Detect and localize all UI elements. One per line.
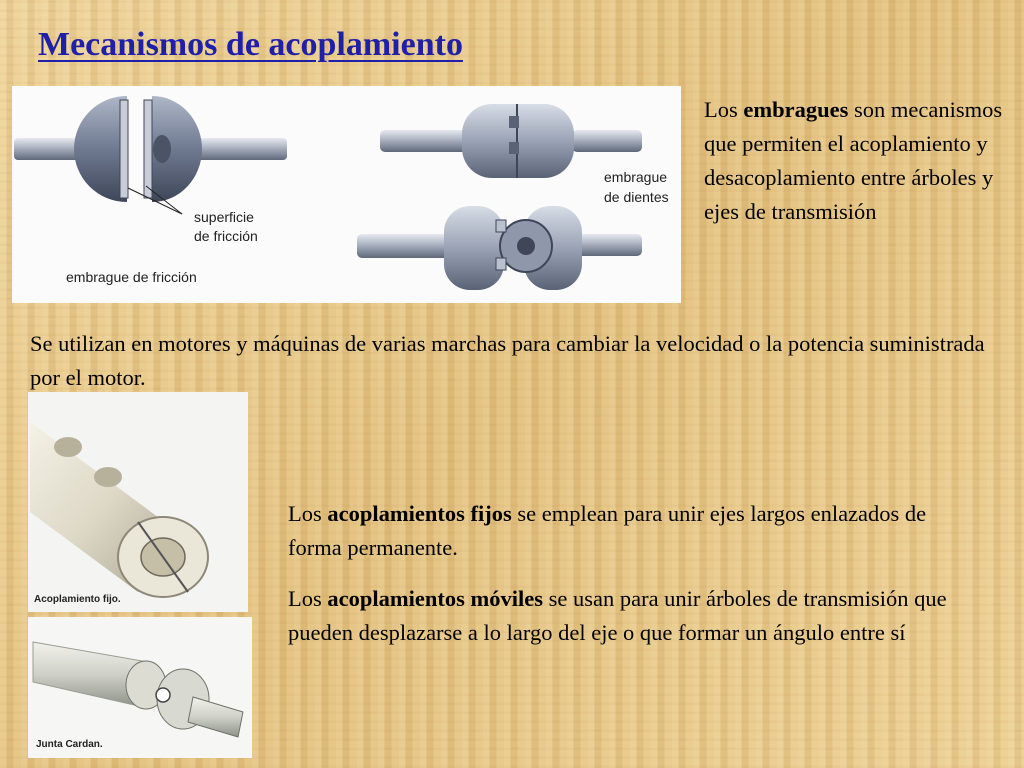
- fixed-coupling-caption: Acoplamiento fijo.: [34, 594, 121, 605]
- clutch-illustration: [12, 86, 681, 303]
- slide-title: Mecanismos de acoplamiento: [38, 26, 463, 63]
- cardan-joint-caption: Junta Cardan.: [36, 739, 103, 750]
- fixed-pre: Los: [288, 501, 328, 526]
- mobile-post: se usan para unir árboles de transmisión que pueden desplazarse a lo largo del eje o que formar un ángulo entre sí: [288, 586, 947, 645]
- clutch-usage: Se utilizan en motores y máquinas de varias marchas para cambiar la velocidad o la potencia suministrada por el motor.: [30, 331, 985, 390]
- label-friction-surface-2: de fricción: [194, 228, 258, 244]
- clutch-definition: [704, 93, 1014, 229]
- label-friction-clutch: embrague de fricción: [66, 269, 197, 285]
- fixed-coupling-illustration: [28, 392, 248, 612]
- cardan-joint-illustration: [28, 617, 252, 758]
- fixed-term: acoplamientos fijos: [327, 501, 512, 526]
- label-dog-clutch-2: de dientes: [604, 189, 669, 205]
- intro-pre: Los: [704, 97, 744, 122]
- label-dog-clutch-1: embrague: [604, 169, 668, 185]
- intro-term: embragues: [743, 97, 849, 122]
- mobile-term: acoplamientos móviles: [327, 586, 543, 611]
- fixed-post: se emplean para unir ejes largos enlazados de forma permanente.: [288, 501, 927, 560]
- intro-post: son mecanismos que permiten el acoplamiento y desacoplamiento entre árboles y ejes de transmisión: [704, 97, 1003, 224]
- fixed-coupling-text: [288, 497, 978, 565]
- mobile-coupling-text: [288, 582, 988, 650]
- mobile-pre: Los: [288, 586, 328, 611]
- label-friction-surface-1: superficie: [194, 209, 254, 225]
